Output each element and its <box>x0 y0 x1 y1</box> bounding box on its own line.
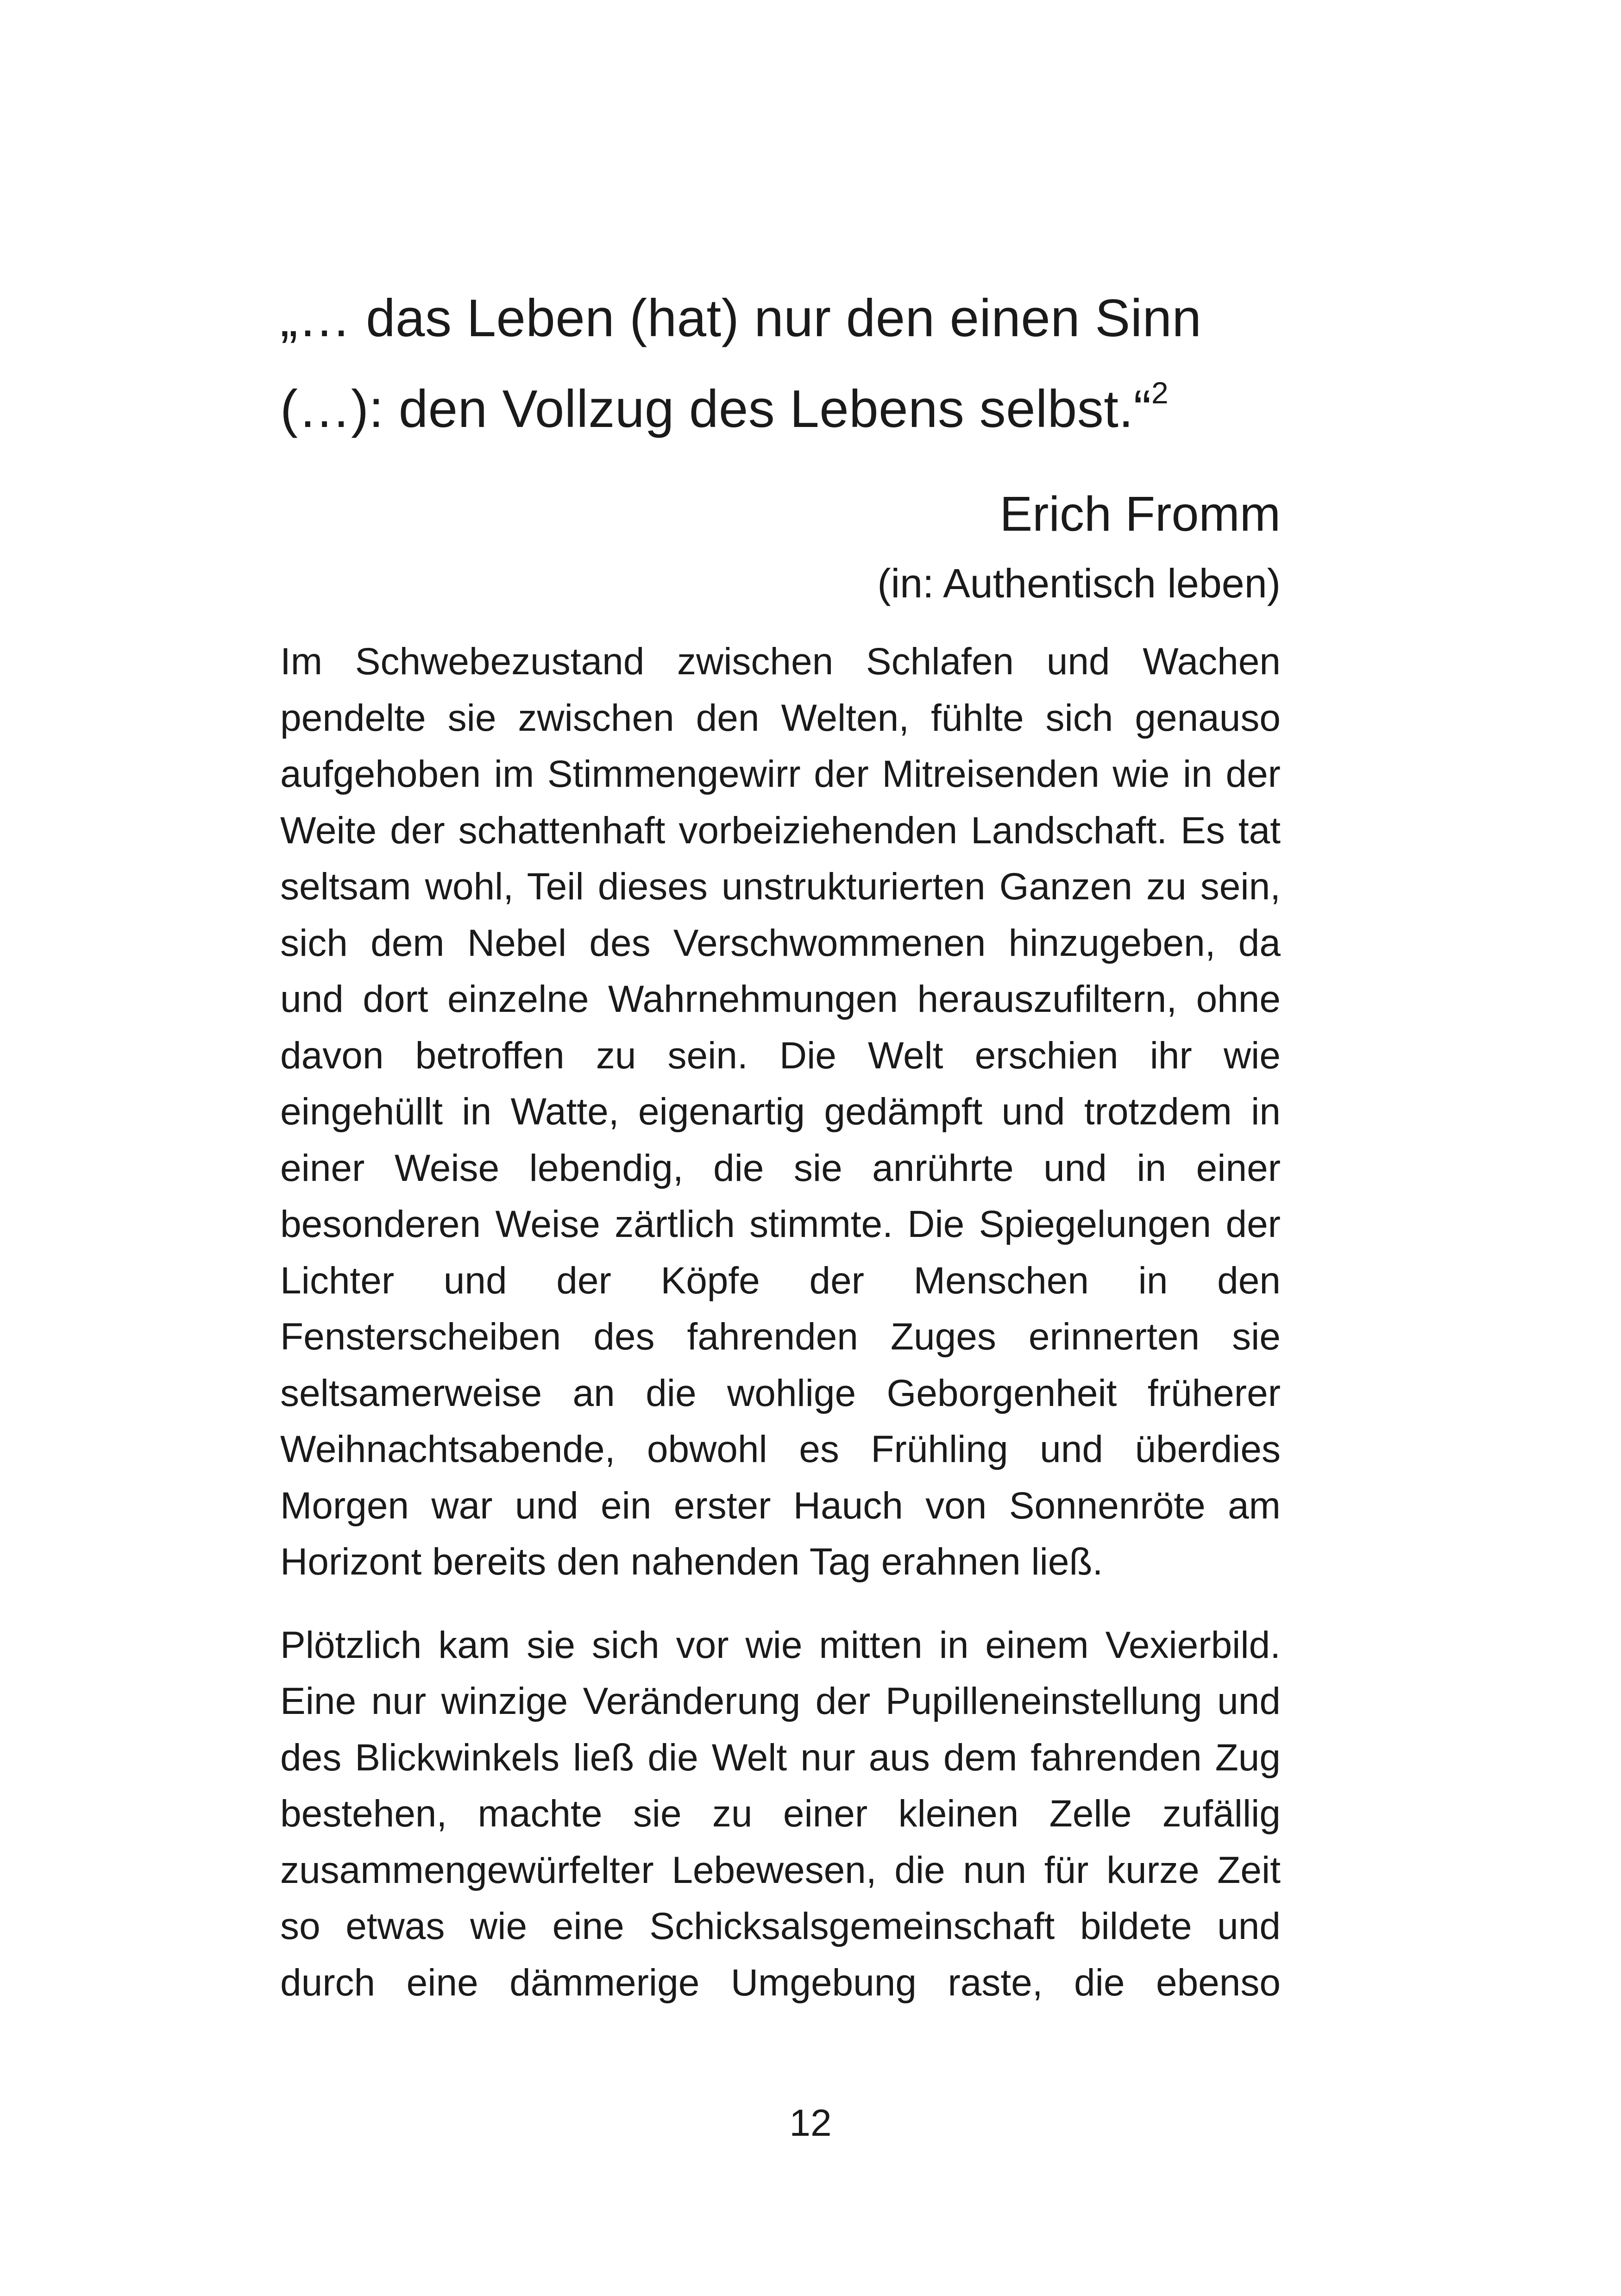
body-paragraph: Plötzlich kam sie sich vor wie mitten in einem Vexierbild. Eine nur winzige Veränderung der Pupilleneinstellung und des Blickwinkels ließ die Welt nur aus dem fahrenden Zug bestehen, machte sie zu einer kleinen Zelle zufällig zusammengewürfelter Lebewesen, die nun für kurze Zeit so etwas wie eine Schicksalsgemeinschaft bildete und durch eine dämmerige Umgebung raste, die ebenso <box>280 1624 1281 2004</box>
body-text <box>280 634 1281 2038</box>
quote-source: (in: Authentisch leben) <box>877 560 1281 606</box>
motto-quote-text: „… das Leben (hat) nur den einen Sinn (…): den Vollzug des Lebens selbst.“ <box>280 289 1202 439</box>
page-number: 12 <box>789 2102 832 2144</box>
quote-attribution <box>280 477 1281 616</box>
quote-author: Erich Fromm <box>999 487 1281 541</box>
motto-quote <box>280 273 1281 455</box>
body-paragraph: Im Schwebezustand zwischen Schlafen und Wachen pendelte sie zwischen den Welten, fühlte sich genauso aufgehoben im Stimmengewirr der Mitreisenden wie in der Weite der schattenhaft vorbeiziehenden Landschaft. Es tat seltsam wohl, Teil dieses unstrukturierten Ganzen zu sein, sich dem Nebel des Verschwommenen hinzugeben, da und dort einzelne Wahrnehmungen herauszufiltern, ohne davon betroffen zu sein. Die Welt erschien ihr wie eingehüllt in Watte, eigenartig gedämpft und trotzdem in einer Weise lebendig, die sie anrührte und in einer besonderen Weise zärtlich stimmte. Die Spiegelungen der Lichter und der Köpfe der Menschen in den Fensterscheiben des fahrenden Zuges erinnerten sie seltsamerweise an die wohlige Geborgenheit früherer Weihnachtsabende, obwohl es Frühling und überdies Morgen war und ein erster Hauch von Sonnenröte am Horizont bereits den nahenden Tag erahnen ließ. <box>280 640 1281 1583</box>
footnote-reference: 2 <box>1151 376 1169 410</box>
